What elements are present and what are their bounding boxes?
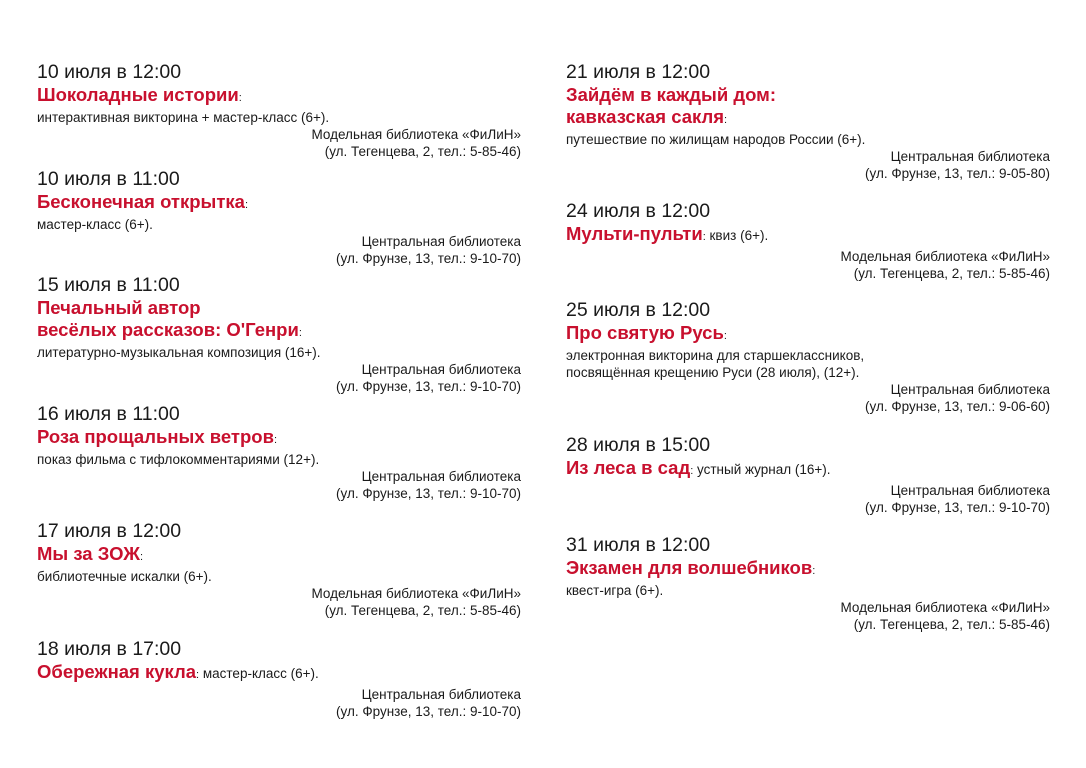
venue-address: (ул. Тегенцева, 2, тел.: 5-85-46) [853,266,1050,281]
event-title-text: Про святую Русь [566,322,724,343]
event-title-colon: : [139,551,144,563]
event-date: 15 июля в 11:00 [37,274,180,296]
event-title-colon: : [812,565,816,577]
event-title-text: весёлых рассказов: О'Генри [37,319,299,340]
event-item [37,637,521,720]
event-title-text: Экзамен для волшебников [566,557,813,578]
event-date: 25 июля в 12:00 [566,299,711,321]
event-title-text: Роза прощальных ветров [37,426,274,447]
event-description: литературно-музыкальная композиция (16+). [37,345,321,360]
event-title [37,319,521,344]
venue-address: (ул. Фрунзе, 13, тел.: 9-10-70) [336,251,521,266]
event-title [566,106,1050,131]
event-date: 21 июля в 12:00 [566,61,711,83]
venue-name: Центральная библиотека [890,483,1050,498]
venue-address: (ул. Тегенцева, 2, тел.: 5-85-46) [324,603,521,618]
event-description: мастер-класс (6+). [37,217,153,232]
event-title-colon: : [298,327,302,339]
event-title-colon: : [196,669,200,681]
venue-name: Модельная библиотека «ФиЛиН» [840,600,1050,615]
event-item [566,433,1050,516]
event-description: показ фильма с тифлокомментариями (12+). [37,452,320,467]
event-title-text: Обережная кукла [37,661,197,682]
venue-name: Модельная библиотека «ФиЛиН» [840,249,1050,264]
event-item [566,60,1050,182]
event-item [566,298,1050,415]
venue-name: Модельная библиотека «ФиЛиН» [311,127,521,142]
event-description: электронная викторина для старшеклассников, [566,348,865,363]
event-title-colon: : [273,434,278,446]
event-title [566,457,1050,482]
event-date: 31 июля в 12:00 [566,534,711,556]
event-title [37,543,521,568]
venue-name: Центральная библиотека [361,362,521,377]
event-title-colon: : [244,199,249,211]
event-title-text: Бесконечная открытка [37,191,245,212]
event-date: 10 июля в 12:00 [37,61,182,83]
event-title [566,84,1050,106]
event-title-text: Мульти-пульти [566,223,703,244]
event-title-colon: : [238,92,242,104]
venue-name: Центральная библиотека [361,469,521,484]
venue-address: (ул. Фрунзе, 13, тел.: 9-10-70) [336,379,521,394]
event-description: путешествие по жилищам народов России (6+). [566,132,866,147]
event-inline-description: устный журнал (16+). [693,462,831,477]
event-title-colon: : [702,231,706,243]
venue-address: (ул. Тегенцева, 2, тел.: 5-85-46) [324,144,521,159]
venue-address: (ул. Фрунзе, 13, тел.: 9-10-70) [336,704,521,719]
event-item [566,199,1050,282]
event-title-text: Из леса в сад [566,457,691,478]
event-description: библиотечные искалки (6+). [37,569,212,584]
event-title-colon: : [690,465,694,477]
event-title-text: кавказская сакля [566,106,725,127]
event-title [37,297,521,319]
event-description: посвящённая крещению Руси (28 июля), (12+). [566,365,860,380]
event-title-text: Мы за ЗОЖ [37,543,140,564]
event-date: 18 июля в 17:00 [37,638,182,660]
event-title [37,661,521,686]
event-description: квест-игра (6+). [566,583,664,598]
venue-address: (ул. Фрунзе, 13, тел.: 9-10-70) [865,500,1050,515]
venue-address: (ул. Фрунзе, 13, тел.: 9-10-70) [336,486,521,501]
event-date: 10 июля в 11:00 [37,168,180,190]
event-item [566,533,1050,633]
event-description: интерактивная викторина + мастер-класс (6+). [37,110,330,125]
event-title [566,322,1050,347]
event-item [37,519,521,619]
venue-name: Центральная библиотека [361,687,521,702]
event-date: 16 июля в 11:00 [37,403,180,425]
event-title-text: Шоколадные истории [37,84,239,105]
event-date: 17 июля в 12:00 [37,520,182,542]
venue-address: (ул. Фрунзе, 13, тел.: 9-06-60) [865,399,1050,414]
event-title-text: Печальный автор [37,297,201,318]
venue-name: Центральная библиотека [361,234,521,249]
event-title [37,426,521,451]
event-title-text: Зайдём в каждый дом: [566,84,776,105]
venue-address: (ул. Тегенцева, 2, тел.: 5-85-46) [853,617,1050,632]
event-item [37,60,521,160]
event-title [566,557,1050,582]
event-inline-description: квиз (6+). [705,228,769,243]
event-item [37,273,521,395]
event-item [37,402,521,502]
venue-name: Центральная библиотека [890,382,1050,397]
event-title [566,223,1050,248]
venue-name: Центральная библиотека [890,149,1050,164]
event-item [37,167,521,267]
event-title-colon: : [724,114,728,126]
event-date: 24 июля в 12:00 [566,200,711,222]
venue-name: Модельная библиотека «ФиЛиН» [311,586,521,601]
event-title [37,84,521,109]
event-date: 28 июля в 15:00 [566,434,711,456]
event-title [37,191,521,216]
event-title-colon: : [723,330,727,342]
venue-address: (ул. Фрунзе, 13, тел.: 9-05-80) [865,166,1050,181]
event-inline-description: мастер-класс (6+). [199,666,319,681]
